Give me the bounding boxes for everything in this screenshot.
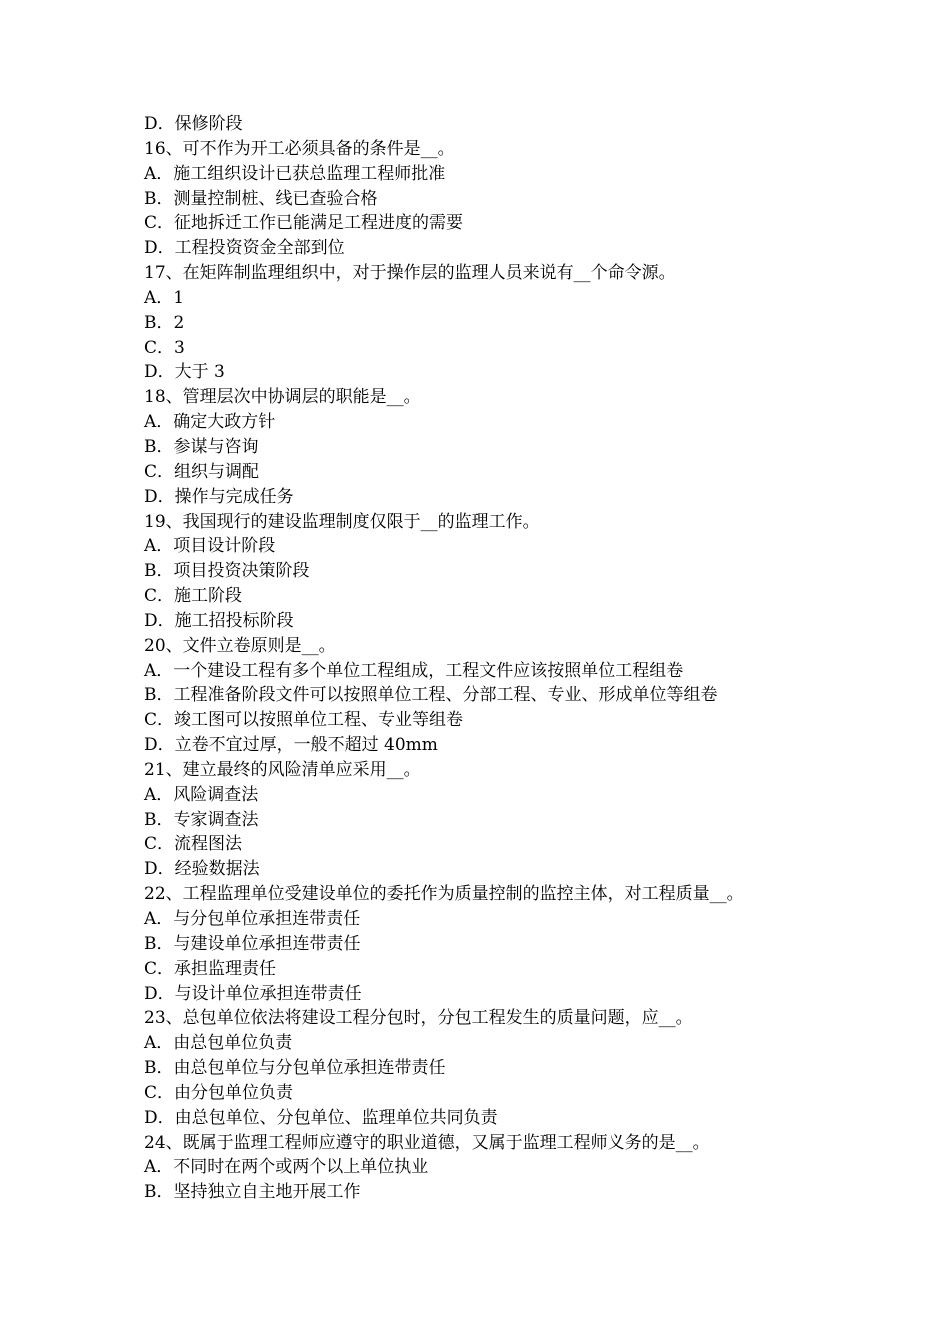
option-line: D．由总包单位、分包单位、监理单位共同负责 (144, 1107, 498, 1128)
option-line: B．与建设单位承担连带责任 (144, 933, 361, 954)
option-line: D．保修阶段 (144, 114, 243, 134)
option-line: D．操作与完成任务 (144, 486, 294, 507)
option-line: B．测量控制桩、线已查验合格 (144, 188, 378, 209)
question-line: 19、我国现行的建设监理制度仅限于__的监理工作。 (144, 511, 540, 532)
option-line: A．项目设计阶段 (144, 536, 276, 557)
question-line: 21、建立最终的风险清单应采用__。 (144, 759, 421, 780)
question-line: 22、工程监理单位受建设单位的委托作为质量控制的监控主体，对工程质量__。 (144, 884, 744, 905)
option-line: D．与设计单位承担连带责任 (144, 983, 362, 1004)
option-line: D．大于 3 (144, 362, 225, 383)
option-line: B．参谋与咨询 (144, 436, 259, 457)
question-line: 23、总包单位依法将建设工程分包时，分包工程发生的质量问题，应__。 (144, 1008, 693, 1029)
option-line: C．组织与调配 (144, 461, 260, 482)
option-line: B．专家调查法 (144, 809, 259, 830)
option-line: B．工程准备阶段文件可以按照单位工程、分部工程、专业、形成单位等组卷 (144, 685, 718, 706)
option-line: C．承担监理责任 (144, 958, 277, 979)
question-line: 18、管理层次中协调层的职能是__。 (144, 387, 421, 408)
option-line: A．一个建设工程有多个单位工程组成，工程文件应该按照单位工程组卷 (144, 660, 684, 681)
option-line: A．不同时在两个或两个以上单位执业 (144, 1157, 429, 1178)
option-line: B．2 (144, 312, 185, 333)
option-line: A．与分包单位承担连带责任 (144, 909, 361, 929)
question-line: 20、文件立卷原则是__。 (144, 635, 336, 656)
option-line: D．经验数据法 (144, 859, 260, 880)
option-line: A．1 (144, 287, 185, 308)
option-line: B．项目投资决策阶段 (144, 561, 310, 582)
option-line: D．工程投资资金全部到位 (144, 238, 345, 259)
option-line: A．确定大政方针 (144, 412, 276, 433)
option-line: A．由总包单位负责 (144, 1033, 293, 1054)
option-line: B．由总包单位与分包单位承担连带责任 (144, 1058, 446, 1079)
option-line: C．流程图法 (144, 834, 243, 855)
option-line: A．施工组织设计已获总监理工程师批准 (144, 163, 446, 184)
question-line: 24、既属于监理工程师应遵守的职业道德，又属于监理工程师义务的是__。 (144, 1132, 710, 1153)
question-line: 17、在矩阵制监理组织中，对于操作层的监理人员来说有__个命令源。 (144, 263, 676, 284)
question-line: 16、可不作为开工必须具备的条件是__。 (144, 138, 455, 159)
option-line: C．由分包单位负责 (144, 1082, 294, 1103)
option-line: C．施工阶段 (144, 586, 243, 607)
option-line: A．风险调查法 (144, 784, 259, 805)
option-line: B．坚持独立自主地开展工作 (144, 1182, 361, 1203)
option-line: C．3 (144, 337, 185, 358)
option-line: D．施工招投标阶段 (144, 610, 294, 631)
document-body (144, 112, 844, 1205)
option-line: C．征地拆迁工作已能满足工程进度的需要 (144, 213, 464, 234)
option-line: C．竣工图可以按照单位工程、专业等组卷 (144, 710, 464, 731)
option-line: D．立卷不宜过厚，一般不超过 40mm (144, 735, 438, 756)
